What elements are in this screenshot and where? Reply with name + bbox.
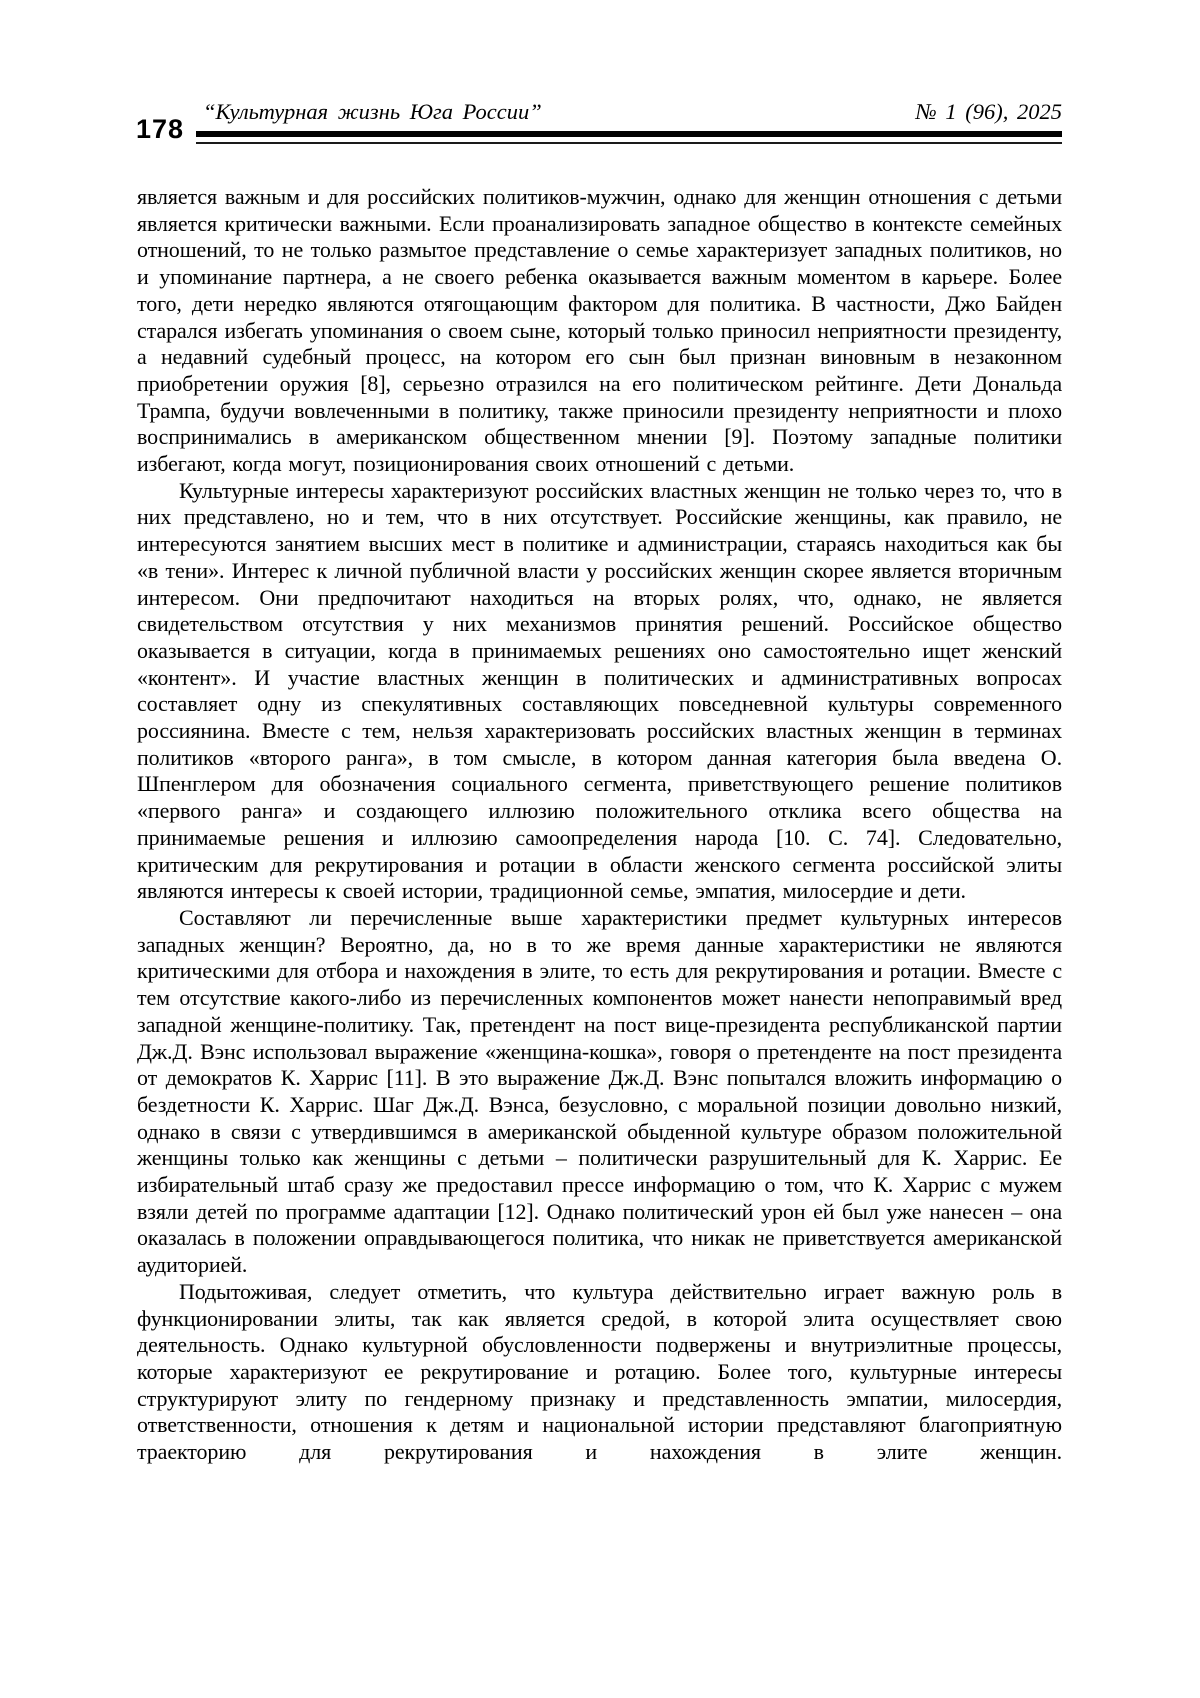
paragraph: Культурные интересы характеризуют российских властных женщин не только через то, что в них представлено, но и тем, что в них отсутствует. Российские женщины, как правило, не интересуются занятием высших мест в политике и администрации, стараясь находиться как бы «в тени». Интерес к личной публичной власти у российских женщин скорее является вторичным интересом. Они предпочитают находиться на вторых ролях, что, однако, не является свидетельством отсутствия у них механизмов принятия решений. Российское общество оказывается в ситуации, когда в принимаемых решениях оно самостоятельно ищет женский «контент». И участие властных женщин в политических и административных вопросах составляет одну из спекулятивных составляющих повседневной культуры современного россиянина. Вместе с тем, нельзя характеризовать российских властных женщин в терминах политиков «второго ранга», в том смысле, в котором данная категория была введена О. Шпенглером для обозначения социального сегмента, приветствующего решение политиков «первого ранга» и создающего иллюзию положительного отклика всего общества на принимаемые решения и иллюзию самоопределения народа [10. С. 74]. Следовательно, критическим для рекрутирования и ротации в области женского сегмента российской элиты являются интересы к своей истории, традиционной семье, эмпатия, милосердие и дети. (137, 477, 1062, 904)
paragraph: Подытоживая, следует отметить, что культура действительно играет важную роль в функционировании элиты, так как является средой, в которой элита осуществляет свою деятельность. Однако культурной обусловленности подвержены и внутриэлитные процессы, которые характеризуют ее рекрутирование и ротацию. Более того, культурные интересы структурируют элиту по гендерному признаку и представленность эмпатии, милосердия, ответственности, отношения к детям и национальной истории представляют благоприятную траекторию для рекрутирования и нахождения в элите женщин. (137, 1278, 1062, 1465)
header-text-row (203, 99, 1062, 125)
header-rule-thin (196, 142, 1062, 144)
paragraph: является важным и для российских политиков-мужчин, однако для женщин отношения с детьми является критически важными. Если проанализировать западное общество в контексте семейных отношений, то не только размытое представление о семье характеризует западных политиков, но и упоминание партнера, а не своего ребенка оказывается важным моментом в карьере. Более того, дети нередко являются отягощающим фактором для политика. В частности, Джо Байден старался избегать упоминания о своем сыне, который только приносил неприятности президенту, а недавний судебный процесс, на котором его сын был признан виновным в незаконном приобретении оружия [8], серьезно отразился на его политическом рейтинге. Дети Дональда Трампа, будучи вовлеченными в политику, также приносили президенту неприятности и плохо воспринимались в американском общественном мнении [9]. Поэтому западные политики избегают, когда могут, позиционирования своих отношений с детьми. (137, 184, 1062, 477)
issue-number: № 1 (96), 2025 (915, 99, 1062, 124)
header-rule-thick (196, 131, 1062, 137)
journal-title: “Культурная жизнь Юга России” (203, 99, 542, 124)
article-body (137, 184, 1062, 1466)
paragraph: Составляют ли перечисленные выше характеристики предмет культурных интересов западных женщин? Вероятно, да, но в то же время данные характеристики не являются критическими для отбора и нахождения в элите, то есть для рекрутирования и ротации. Вместе с тем отсутствие какого-либо из перечисленных компонентов может нанести непоправимый вред западной женщине-политику. Так, претендент на пост вице-президента республиканской партии Дж.Д. Вэнс использовал выражение «женщина-кошка», говоря о претенденте на пост президента от демократов К. Харрис [11]. В это выражение Дж.Д. Вэнс попытался вложить информацию о бездетности К. Харрис. Шаг Дж.Д. Вэнса, безусловно, с моральной позиции довольно низкий, однако в связи с утвердившимся в американской обыденной культуре образом положительной женщины только как женщины с детьми – политически разрушительный для К. Харрис. Ее избирательный штаб сразу же предоставил прессе информацию о том, что К. Харрис с мужем взяли детей по программе адаптации [12]. Однако политический урон ей был уже нанесен – она оказалась в положении оправдывающегося политика, что никак не приветствуется американской аудиторией. (137, 904, 1062, 1278)
page-number: 178 (136, 114, 185, 144)
